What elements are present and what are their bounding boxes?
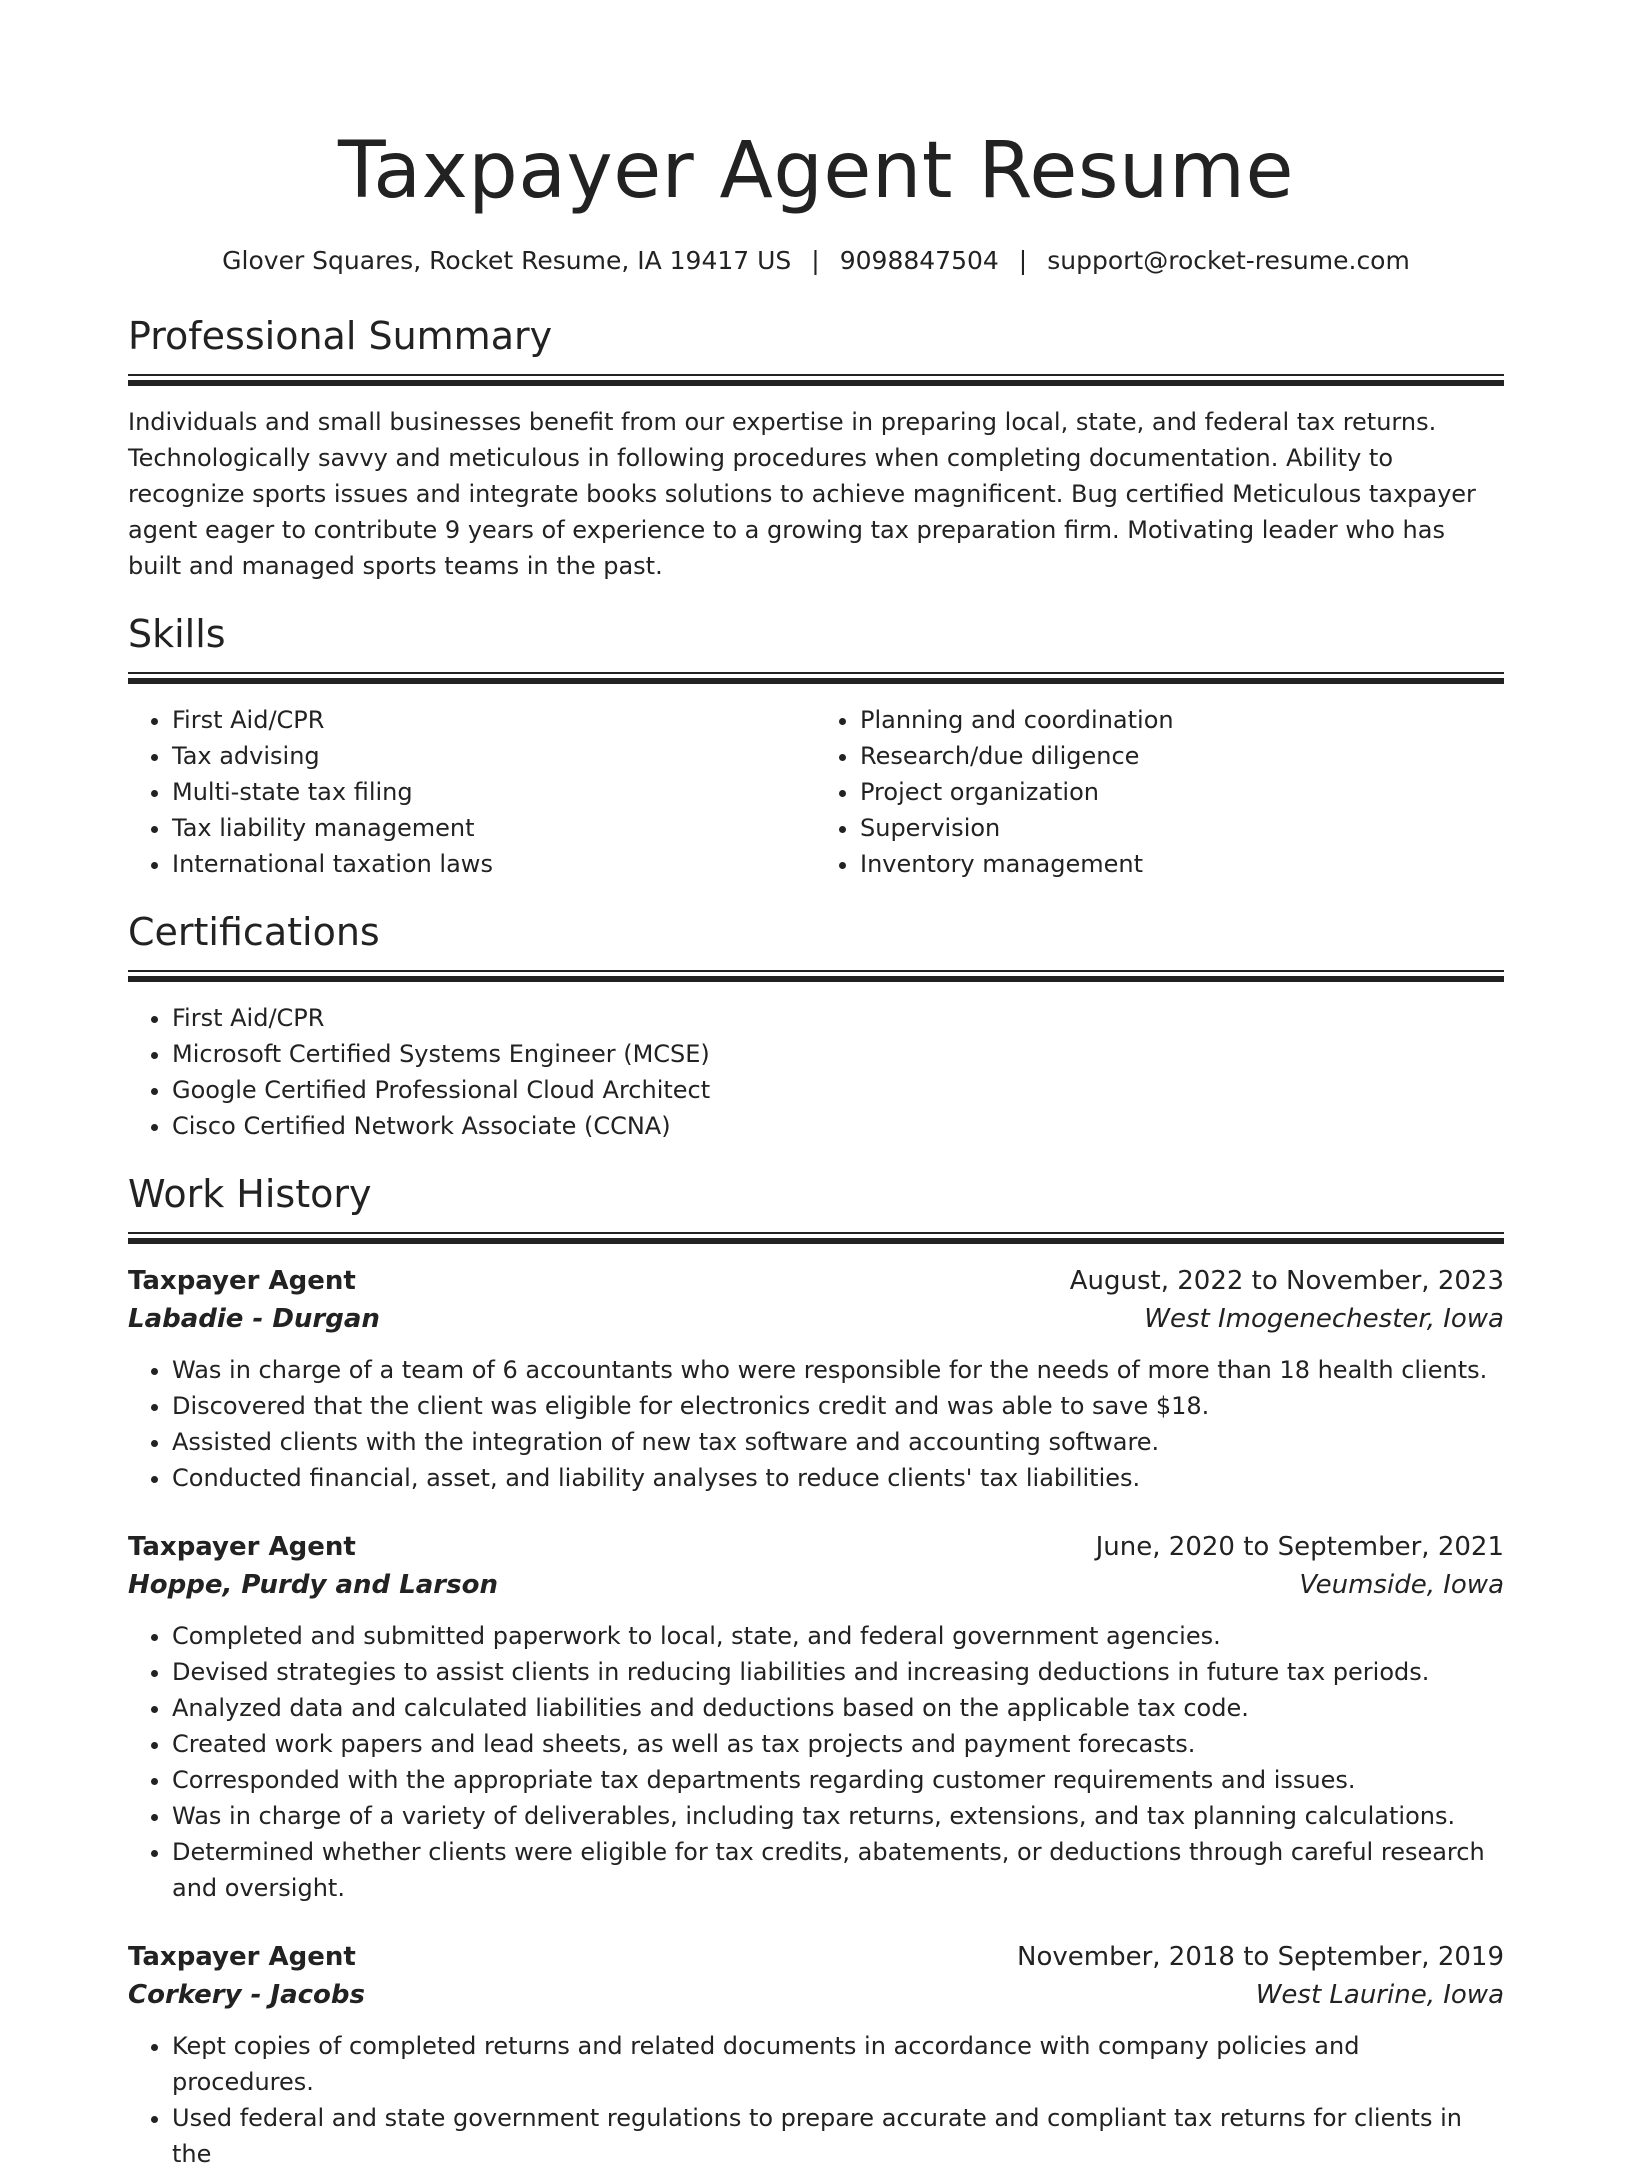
- contact-separator: |: [1018, 246, 1028, 275]
- job-company-row: [128, 1566, 1504, 1604]
- certification-item: • Microsoft Certified Systems Engineer (MCSE): [172, 1036, 1504, 1072]
- skills-columns: [128, 702, 1504, 882]
- job-entry: [128, 1938, 1504, 2172]
- skills-section: [128, 610, 1504, 882]
- skill-item: • Inventory management: [860, 846, 1504, 882]
- skill-item: • Project organization: [860, 774, 1504, 810]
- job-company-row: [128, 1976, 1504, 2014]
- job-dates: August, 2022 to November, 2023: [1069, 1266, 1504, 1296]
- job-bullet: • Kept copies of completed returns and related documents in accordance with company policies and procedures.: [172, 2028, 1504, 2100]
- section-divider: [128, 970, 1504, 982]
- skills-title: Skills: [128, 612, 226, 656]
- job-dates: June, 2020 to September, 2021: [1095, 1532, 1504, 1562]
- work-history-title: Work History: [128, 1172, 372, 1216]
- certifications-list: [128, 1000, 1504, 1144]
- section-divider: [128, 672, 1504, 684]
- work-history-section: [128, 1170, 1504, 2172]
- contact-separator: |: [811, 246, 820, 275]
- skill-item: • Planning and coordination: [860, 702, 1504, 738]
- job-location: West Laurine, Iowa: [1255, 1980, 1504, 2010]
- summary-text: Individuals and small businesses benefit from our expertise in preparing local, state, and federal tax returns. Technologically savvy and meticulous in following procedures when completing documentation. Ability to recognize sports issues and integrate books solutions to achieve magnificent. Bug certified Meticulous taxpayer agent eager to contribute 9 years of experience to a growing tax preparation firm. Motivating leader who has built and managed sports teams in the past.: [128, 408, 1476, 580]
- skill-item: • International taxation laws: [172, 846, 816, 882]
- job-company: Corkery - Jacobs: [128, 1980, 366, 2010]
- job-bullet: • Used federal and state government regulations to prepare accurate and compliant tax returns for clients in the: [172, 2100, 1504, 2172]
- contact-phone: 9098847504: [839, 246, 999, 275]
- job-bullet: • Analyzed data and calculated liabilities and deductions based on the applicable tax code.: [172, 1690, 1504, 1726]
- skill-item: • Supervision: [860, 810, 1504, 846]
- skill-item: • Multi-state tax filing: [172, 774, 816, 810]
- job-location: Veumside, Iowa: [1299, 1570, 1504, 1600]
- job-bullet: • Corresponded with the appropriate tax departments regarding customer requirements and issues.: [172, 1762, 1504, 1798]
- job-header-row: [128, 1528, 1504, 1566]
- job-entry: [128, 1262, 1504, 1496]
- section-divider: [128, 374, 1504, 386]
- certification-item: • Cisco Certified Network Associate (CCNA): [172, 1108, 1504, 1144]
- job-bullet: • Conducted financial, asset, and liability analyses to reduce clients' tax liabilities.: [172, 1460, 1504, 1496]
- summary-title: Professional Summary: [128, 314, 553, 358]
- job-bullet: • Assisted clients with the integration of new tax software and accounting software.: [172, 1424, 1504, 1460]
- job-company: Labadie - Durgan: [128, 1304, 380, 1334]
- skills-right-list: [816, 702, 1504, 882]
- job-bullet: • Devised strategies to assist clients in reducing liabilities and increasing deductions in future tax periods.: [172, 1654, 1504, 1690]
- job-bullets: [128, 1618, 1504, 1906]
- job-title: Taxpayer Agent: [128, 1942, 356, 1972]
- job-company-row: [128, 1300, 1504, 1338]
- contact-address: Glover Squares, Rocket Resume, IA 19417 US: [222, 246, 792, 275]
- resume-name: Taxpayer Agent Resume: [338, 126, 1294, 216]
- skill-item: • Research/due diligence: [860, 738, 1504, 774]
- section-divider: [128, 1232, 1504, 1244]
- certifications-title: Certifications: [128, 910, 380, 954]
- contact-line: [128, 244, 1504, 278]
- job-entry: [128, 1528, 1504, 1906]
- certification-item: • First Aid/CPR: [172, 1000, 1504, 1036]
- job-bullet: • Determined whether clients were eligible for tax credits, abatements, or deductions through careful research and oversight.: [172, 1834, 1504, 1906]
- job-company: Hoppe, Purdy and Larson: [128, 1570, 498, 1600]
- job-bullets: [128, 2028, 1504, 2172]
- skill-item: • Tax liability management: [172, 810, 816, 846]
- job-header-row: [128, 1262, 1504, 1300]
- certifications-section: [128, 908, 1504, 1144]
- job-title: Taxpayer Agent: [128, 1532, 356, 1562]
- job-bullet: • Was in charge of a variety of deliverables, including tax returns, extensions, and tax planning calculations.: [172, 1798, 1504, 1834]
- job-bullet: • Was in charge of a team of 6 accountants who were responsible for the needs of more than 18 health clients.: [172, 1352, 1504, 1388]
- certification-item: • Google Certified Professional Cloud Architect: [172, 1072, 1504, 1108]
- job-header-row: [128, 1938, 1504, 1976]
- skill-item: • First Aid/CPR: [172, 702, 816, 738]
- job-title: Taxpayer Agent: [128, 1266, 356, 1296]
- job-bullet: • Discovered that the client was eligible for electronics credit and was able to save $18.: [172, 1388, 1504, 1424]
- job-location: West Imogenechester, Iowa: [1144, 1304, 1504, 1334]
- skill-item: • Tax advising: [172, 738, 816, 774]
- contact-email: support@rocket-resume.com: [1047, 246, 1410, 275]
- summary-section: [128, 312, 1504, 584]
- job-bullets: [128, 1352, 1504, 1496]
- job-bullet: • Created work papers and lead sheets, as well as tax projects and payment forecasts.: [172, 1726, 1504, 1762]
- job-bullet: • Completed and submitted paperwork to local, state, and federal government agencies.: [172, 1618, 1504, 1654]
- job-dates: November, 2018 to September, 2019: [1017, 1942, 1504, 1972]
- skills-left-list: [128, 702, 816, 882]
